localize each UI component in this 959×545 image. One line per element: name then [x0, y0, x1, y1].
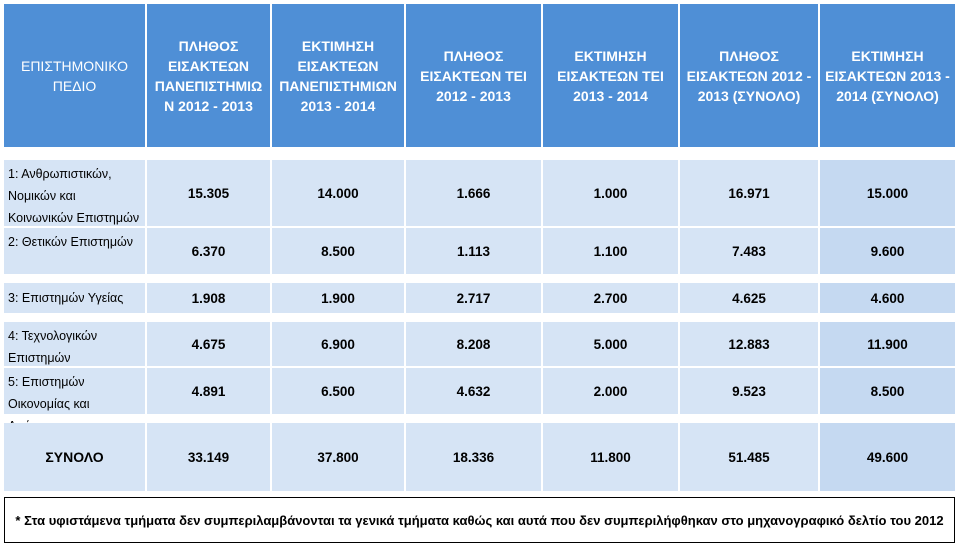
- table-cell: 11.900: [820, 322, 955, 366]
- table-cell: 2.717: [406, 283, 541, 313]
- total-label: ΣΥΝΟΛΟ: [4, 423, 145, 491]
- table-cell: 2.700: [543, 283, 678, 313]
- table-cell: 1.908: [147, 283, 270, 313]
- total-cell: 49.600: [820, 423, 955, 491]
- table-cell: 1.000: [543, 160, 678, 226]
- table-cell: 6.500: [272, 368, 404, 414]
- table-cell: 1.113: [406, 228, 541, 274]
- row-label: 2: Θετικών Επιστημών: [4, 228, 145, 274]
- table-cell: 7.483: [680, 228, 818, 274]
- table-cell: 12.883: [680, 322, 818, 366]
- header-uni-2012: ΠΛΗΘΟΣ ΕΙΣΑΚΤΕΩΝ ΠΑΝΕΠΙΣΤΗΜΙΩ Ν 2012 - 2013: [147, 4, 270, 147]
- total-cell: 51.485: [680, 423, 818, 491]
- table-cell: 14.000: [272, 160, 404, 226]
- row-label: 1: Ανθρωπιστικών, Νομικών και Κοινωνικών Επιστημών: [4, 160, 145, 226]
- table-cell: 1.900: [272, 283, 404, 313]
- table-cell: 4.625: [680, 283, 818, 313]
- table-cell: 5.000: [543, 322, 678, 366]
- table-cell: 15.000: [820, 160, 955, 226]
- row-label: 5: Επιστημών Οικονομίας και: [4, 368, 145, 414]
- table-cell: 15.305: [147, 160, 270, 226]
- table-cell: 9.600: [820, 228, 955, 274]
- table-cell: 6.370: [147, 228, 270, 274]
- header-tei-2013: ΕΚΤΙΜΗΣΗ ΕΙΣΑΚΤΕΩΝ ΤΕΙ 2013 - 2014: [543, 4, 678, 147]
- table-cell: 1.666: [406, 160, 541, 226]
- total-cell: 18.336: [406, 423, 541, 491]
- table-cell: 8.500: [272, 228, 404, 274]
- table-cell: 2.000: [543, 368, 678, 414]
- header-total-2012: ΠΛΗΘΟΣ ΕΙΣΑΚΤΕΩΝ 2012 - 2013 (ΣΥΝΟΛΟ): [680, 4, 818, 147]
- header-tei-2012: ΠΛΗΘΟΣ ΕΙΣΑΚΤΕΩΝ ΤΕΙ 2012 - 2013: [406, 4, 541, 147]
- row-label: 3: Επιστημών Υγείας: [4, 283, 145, 313]
- total-cell: 33.149: [147, 423, 270, 491]
- table-cell: 4.891: [147, 368, 270, 414]
- header-uni-2013: ΕΚΤΙΜΗΣΗ ΕΙΣΑΚΤΕΩΝ ΠΑΝΕΠΙΣΤΗΜΙΩΝ 2013 - 2014: [272, 4, 404, 147]
- total-cell: 37.800: [272, 423, 404, 491]
- table-cell: 8.208: [406, 322, 541, 366]
- row-label: 4: Τεχνολογικών Επιστημών: [4, 322, 145, 366]
- table-cell: 1.100: [543, 228, 678, 274]
- table-cell: 9.523: [680, 368, 818, 414]
- table-cell: 16.971: [680, 160, 818, 226]
- header-total-2013: ΕΚΤΙΜΗΣΗ ΕΙΣΑΚΤΕΩΝ 2013 - 2014 (ΣΥΝΟΛΟ): [820, 4, 955, 147]
- footnote: * Στα υφιστάμενα τμήματα δεν συμπεριλαμβάνονται τα γενικά τμήματα καθώς και αυτά που δεν συμπεριλήφθηκαν στο μηχανογραφικό δελτίο του 2012: [4, 497, 955, 543]
- table-cell: 6.900: [272, 322, 404, 366]
- table-cell: 4.632: [406, 368, 541, 414]
- table-cell: 8.500: [820, 368, 955, 414]
- total-cell: 11.800: [543, 423, 678, 491]
- table-cell: 4.675: [147, 322, 270, 366]
- header-field: ΕΠΙΣΤΗΜΟΝΙΚΟ ΠΕΔΙΟ: [4, 4, 145, 147]
- table-cell: 4.600: [820, 283, 955, 313]
